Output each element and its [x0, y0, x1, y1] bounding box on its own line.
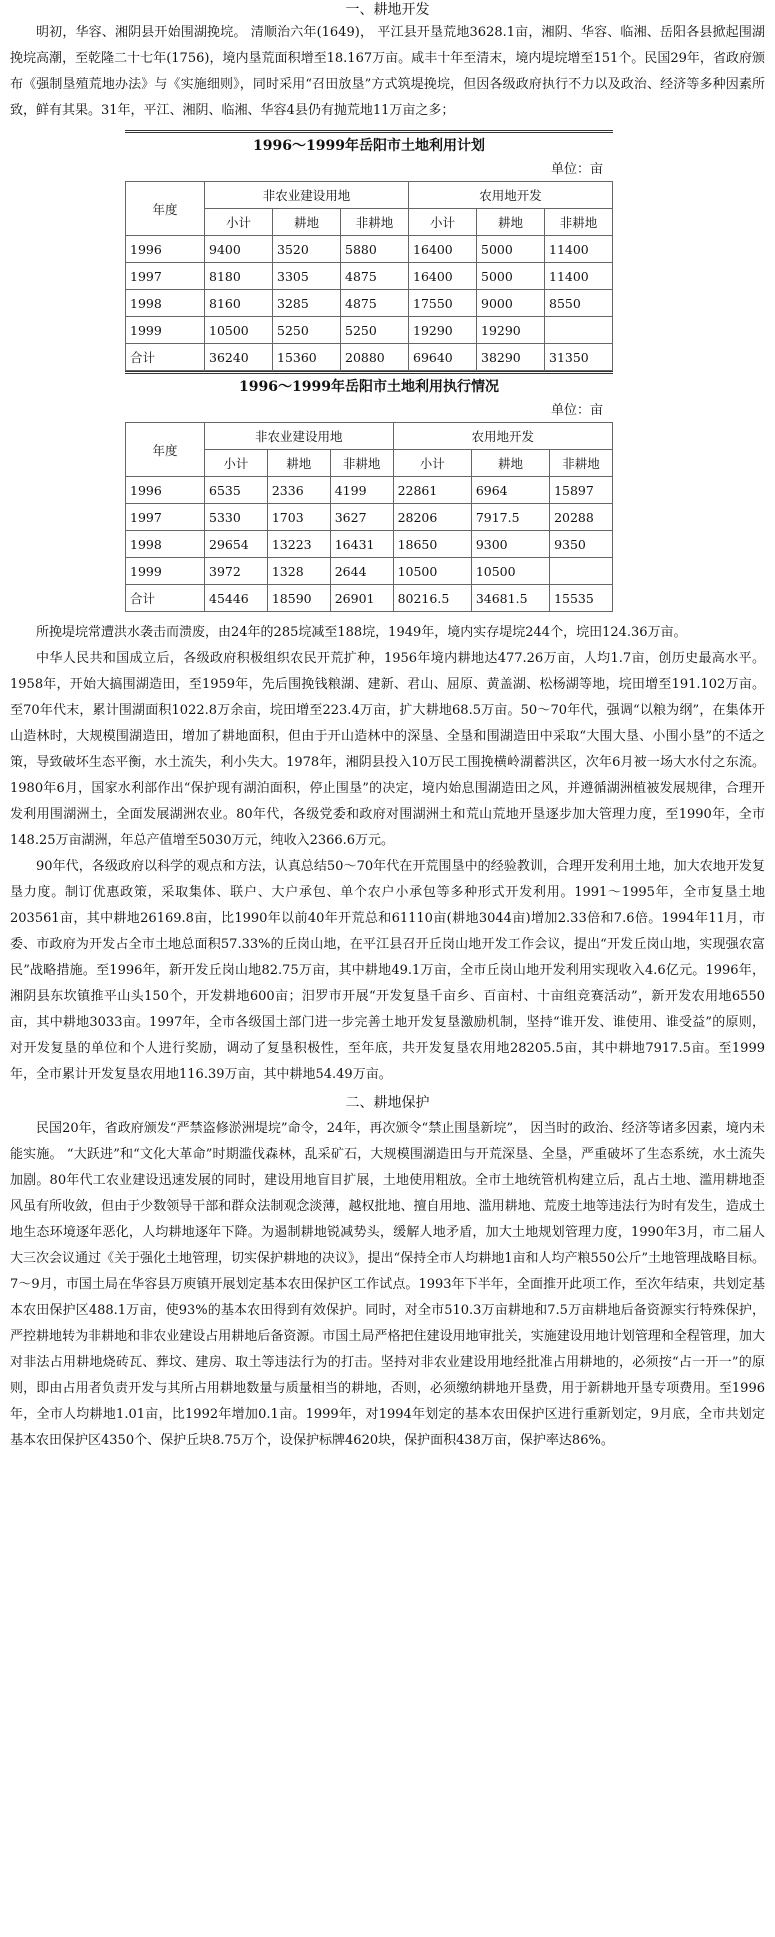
subheader-cell: 小计 — [205, 209, 273, 236]
paragraph-dike-collapse: 所挽堤垸常遭洪水袭击而溃废，由24年的285垸减至188垸，1949年，境内实存堤垸244个，垸田124.36万亩。 — [36, 625, 687, 640]
cell-value: 9000 — [477, 290, 545, 317]
cell-value: 18590 — [267, 585, 330, 612]
paragraph-protection: 民国20年，省政府颁发“严禁盗修淤洲堤垸”命令，24年，再次颁令“禁止围垦新垸”， 因当时的政治、经济等诸多因素，境内未能实施。 “大跃进”和“文化大革命”时期滥伐森林，乱采矿石，大规模围湖造田与开荒深垦、全垦，严重破坏了生态系统，水土流失加剧。80年代工农业建设迅速发展的同时，建设用地盲目扩展，土地使用粗放。全市土地统管机构建立后，乱占土地、滥用耕地歪风虽有所收敛，但由于少数领导干部和群众法制观念淡薄，越权批地、擅自用地、滥用耕地、荒废土地等违法行为时有发生，造成土地生态环境逐年恶化，人均耕地逐年下降。为遏制耕地锐减势头，缓解人地矛盾，加大土地规划管理力度，1990年3月，市二届人大三次会议通过《关于强化土地管理，切实保护耕地的决议》，提出“保持全市人均耕地1亩和人均产粮550公斤”土地管理战略目标。7～9月，市国土局在华容县万庾镇开展划定基本农田保护区工作试点。1993年下半年，全面推开此项工作，至次年结束，共划定基本农田保护区488.1万亩，使93%的基本农田得到有效保护。同时，对全市510.3万亩耕地和7.5万亩耕地后备资源实行特殊保护，严控耕地转为非耕地和非农业建设占用耕地后备资源。市国土局严格把住建设用地审批关，实施建设用地计划管理和全程管理，加大对非法占用耕地烧砖瓦、葬坟、建房、取土等违法行为的打击。坚持对非农业建设用地经批准占用耕地的，必须按“占一开一”的原则，即由占用者负责开发与其所占用耕地数量与质量相当的耕地，否则，必须缴纳耕地开垦费，用于新耕地开垦专项费用。至1996年，全市人均耕地1.01亩，比1992年增加0.1亩。1999年，对1994年划定的基本农田保护区进行重新划定，9月底，全市共划定基本农田保护区4350个、保护丘块8.75万个，设保护标牌4620块，保护面积438万亩，保护率达86%。 — [10, 1121, 765, 1448]
paragraph-1990s-development: 90年代，各级政府以科学的观点和方法，认真总结50～70年代在开荒围垦中的经验教训，合理开发利用土地，加大农地开发复垦力度。制订优惠政策，采取集体、联户、大户承包、单个农户小承包等多种形式开发利用。1991～1995年，全市复垦土地203561亩，其中耕地26169.8亩，比1990年以前40年开荒总和61110亩(耕地3044亩)增加2.33倍和7.6倍。1994年11月，市委、市政府为开发占全市土地总面积57.33%的丘岗山地，在平江县召开丘岗山地开发工作会议，提出“开发丘岗山地，实现强农富民”战略措施。至1996年，新开发丘岗山地82.75万亩，其中耕地49.1万亩，全市丘岗山地开发利用实现收入4.6亿元。1996年，湘阴县东坎镇推平山头150个，开发耕地600亩；汨罗市开展“开发复垦千亩乡、百亩村、十亩组竞赛活动”，新开发农用地6550亩，其中耕地3033亩。1997年，全市各级国土部门进一步完善土地开发复垦激励机制，坚持“谁开发、谁使用、谁受益”的原则，对开发复垦的单位和个人进行奖励，调动了复垦积极性，至年底，共开发复垦农用地28205.5亩，其中耕地7917.5亩。至1999年，全市累计开发复垦农用地116.39万亩，其中耕地54.49万亩。 — [10, 859, 765, 1082]
section-heading-farmland-protection: 二、耕地保护 — [345, 1095, 430, 1111]
cell-value: 38290 — [477, 344, 545, 371]
paragraph-intro: 明初，华容、湘阴县开始围湖挽垸。 清顺治六年(1649)， 平江县开垦荒地3628.1亩，湘阴、华容、临湘、岳阳各县掀起围湖挽垸高潮，至乾隆二十七年(1756)，境内垦荒面积增至18.167万亩。咸丰十年至清末，境内堤垸增至151个。民国29年，省政府颁布《强制垦殖荒地办法》与《实施细则》，同时采用“召田放垦”方式筑堤挽垸，但因各级政府执行不力以及政治、经济等多种因素所致，鲜有其果。31年，平江、湘阴、临湘、华容4县仍有抛荒地11万亩之多； — [10, 25, 765, 118]
cell-value: 9400 — [205, 236, 273, 263]
header-group-nonagri: 非农业建设用地 — [205, 423, 394, 450]
cell-value: 5880 — [341, 236, 409, 263]
cell-value: 26901 — [330, 585, 393, 612]
cell-value: 1328 — [267, 558, 330, 585]
table-row — [126, 504, 613, 531]
table-execution-container — [125, 371, 613, 612]
cell-year: 1996 — [126, 236, 205, 263]
cell-value: 4199 — [330, 477, 393, 504]
cell-value: 31350 — [545, 344, 613, 371]
cell-value: 15897 — [550, 477, 613, 504]
cell-year: 1997 — [126, 504, 205, 531]
cell-year: 合计 — [126, 585, 205, 612]
cell-value: 8550 — [545, 290, 613, 317]
subheader-cell: 非耕地 — [550, 450, 613, 477]
subheader-cell: 非耕地 — [545, 209, 613, 236]
section-heading-land-development: 一、耕地开发 — [345, 2, 430, 18]
subheader-cell: 耕地 — [471, 450, 549, 477]
cell-value: 19290 — [477, 317, 545, 344]
cell-value: 8160 — [205, 290, 273, 317]
cell-value: 3285 — [273, 290, 341, 317]
header-group-agri: 农用地开发 — [409, 182, 613, 209]
cell-value: 8180 — [205, 263, 273, 290]
cell-value: 3972 — [205, 558, 268, 585]
cell-value: 6964 — [471, 477, 549, 504]
header-group-agri: 农用地开发 — [393, 423, 612, 450]
subheader-cell: 小计 — [205, 450, 268, 477]
cell-value: 18650 — [393, 531, 471, 558]
cell-value: 16400 — [409, 263, 477, 290]
cell-year: 1997 — [126, 263, 205, 290]
table-row-total — [126, 344, 613, 371]
table-row — [126, 236, 613, 263]
subheader-cell: 小计 — [409, 209, 477, 236]
paragraph-prc-reclamation: 中华人民共和国成立后，各级政府积极组织农民开荒扩种，1956年境内耕地达477.26万亩，人均1.7亩，创历史最高水平。1958年，开始大搞围湖造田，至1959年，先后围挽钱粮湖、建新、君山、屈原、黄盖湖、松杨湖等地，垸田增至191.102万亩。至70年代末，累计围湖面积1022.8万余亩，垸田增至223.4万亩，扩大耕地68.5万亩。50～70年代，强调“以粮为纲”，在集体开山造林时，大规模围湖造田，增加了耕地面积，但由于开山造林中的深垦、全垦和围湖造田中采取“大围大垦、小围小垦”的不适之策，导致破坏生态平衡，水土流失，利小失大。1978年，湘阴县投入10万民工围挽横岭湖蓄洪区，次年6月被一场大水付之东流。1980年6月，国家水利部作出“保护现有湖泊面积，停止围垦”的决定，境内始息围湖造田之风，并遵循湖洲植被发展规律，合理开发利用围湖洲土，全面发展湖洲农业。80年代，各级党委和政府对围湖洲土和荒山荒地开垦逐步加大管理力度，至1990年，全市148.25万亩湖洲，年总产值增至5030万元，纯收入2366.6万元。 — [10, 651, 765, 848]
cell-value: 36240 — [205, 344, 273, 371]
subheader-cell: 耕地 — [477, 209, 545, 236]
cell-value: 15535 — [550, 585, 613, 612]
cell-value: 9350 — [550, 531, 613, 558]
cell-value: 16400 — [409, 236, 477, 263]
cell-value: 9300 — [471, 531, 549, 558]
header-year: 年度 — [126, 182, 205, 236]
cell-value: 11400 — [545, 263, 613, 290]
table-row — [126, 477, 613, 504]
cell-year: 1996 — [126, 477, 205, 504]
cell-year: 1998 — [126, 290, 205, 317]
cell-value: 3305 — [273, 263, 341, 290]
cell-value: 6535 — [205, 477, 268, 504]
subheader-cell: 非耕地 — [341, 209, 409, 236]
table-execution-unit: 单位：亩 — [550, 403, 603, 418]
cell-value: 29654 — [205, 531, 268, 558]
cell-year: 1999 — [126, 317, 205, 344]
table-plan-title: 1996～1999年岳阳市土地利用计划 — [253, 138, 485, 154]
table-plan-unit: 单位：亩 — [550, 162, 603, 177]
cell-value: 11400 — [545, 236, 613, 263]
cell-year: 1999 — [126, 558, 205, 585]
cell-value: 45446 — [205, 585, 268, 612]
cell-value: 5000 — [477, 236, 545, 263]
subheader-cell: 耕地 — [267, 450, 330, 477]
table-execution-title: 1996～1999年岳阳市土地利用执行情况 — [239, 379, 499, 395]
header-group-nonagri: 非农业建设用地 — [205, 182, 409, 209]
cell-value: 22861 — [393, 477, 471, 504]
table-header-row — [126, 182, 613, 209]
cell-value — [545, 317, 613, 344]
cell-value: 34681.5 — [471, 585, 549, 612]
cell-value: 13223 — [267, 531, 330, 558]
cell-value: 5250 — [341, 317, 409, 344]
cell-value: 2336 — [267, 477, 330, 504]
cell-value: 16431 — [330, 531, 393, 558]
table-row — [126, 531, 613, 558]
cell-value: 7917.5 — [471, 504, 549, 531]
cell-value: 69640 — [409, 344, 477, 371]
cell-value: 15360 — [273, 344, 341, 371]
table-header-row — [126, 423, 613, 450]
cell-value: 19290 — [409, 317, 477, 344]
cell-value: 4875 — [341, 263, 409, 290]
cell-value: 10500 — [393, 558, 471, 585]
table-row — [126, 317, 613, 344]
table-row — [126, 263, 613, 290]
table-row — [126, 290, 613, 317]
table-land-use-plan — [125, 181, 613, 371]
cell-value: 5000 — [477, 263, 545, 290]
cell-value: 20880 — [341, 344, 409, 371]
table-plan-container — [125, 130, 613, 371]
cell-value: 1703 — [267, 504, 330, 531]
cell-value: 80216.5 — [393, 585, 471, 612]
cell-value: 5250 — [273, 317, 341, 344]
subheader-cell: 小计 — [393, 450, 471, 477]
cell-value: 28206 — [393, 504, 471, 531]
cell-value: 17550 — [409, 290, 477, 317]
subheader-cell: 耕地 — [273, 209, 341, 236]
cell-value: 10500 — [471, 558, 549, 585]
table-row — [126, 558, 613, 585]
cell-value: 4875 — [341, 290, 409, 317]
header-year: 年度 — [126, 423, 205, 477]
cell-value: 3520 — [273, 236, 341, 263]
subheader-cell: 非耕地 — [330, 450, 393, 477]
table-land-use-execution — [125, 422, 613, 612]
cell-value: 10500 — [205, 317, 273, 344]
cell-value — [550, 558, 613, 585]
cell-year: 合计 — [126, 344, 205, 371]
cell-value: 2644 — [330, 558, 393, 585]
cell-value: 20288 — [550, 504, 613, 531]
cell-value: 3627 — [330, 504, 393, 531]
cell-year: 1998 — [126, 531, 205, 558]
table-row-total — [126, 585, 613, 612]
cell-value: 5330 — [205, 504, 268, 531]
